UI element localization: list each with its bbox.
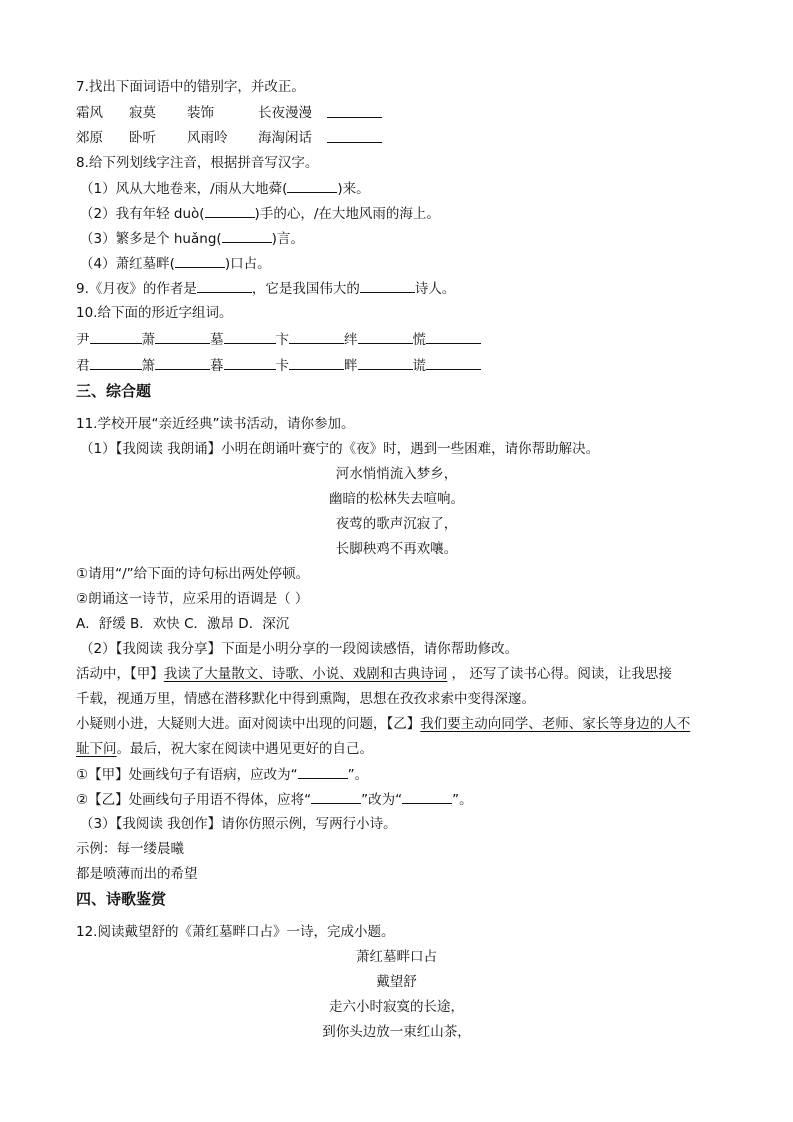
answer-blank[interactable] <box>175 254 225 268</box>
answer-blank[interactable] <box>224 356 276 370</box>
section-heading: 三、综合题 <box>76 382 152 400</box>
q10-char: 绊 <box>344 332 358 348</box>
q8-item-text: （3）繁多是个 huǎng( <box>80 231 222 247</box>
answer-blank[interactable] <box>224 330 276 344</box>
q10-char: 谎 <box>412 358 426 374</box>
q9-text: 诗人。 <box>414 281 456 297</box>
answer-blank[interactable] <box>358 356 413 370</box>
underlined-sentence: 我读了大量散文、诗歌、小说、戏剧和古典诗词 <box>163 666 448 682</box>
q10-char: 萧 <box>141 332 155 348</box>
q11-fix1 <box>76 765 368 784</box>
fix-text: ②【乙】处画线句子用语不得体，应将“ <box>76 792 312 808</box>
fix-text: ”。 <box>347 767 369 783</box>
q8-item-text: )手的心，/在大地风雨的海上。 <box>254 206 440 222</box>
q10-char: 卞 <box>275 332 289 348</box>
answer-blank[interactable] <box>402 790 452 804</box>
answer-blank[interactable] <box>289 356 344 370</box>
q11-options: A．舒缓 B．欢快 C．激昂 D．深沉 <box>76 616 290 632</box>
underlined-sentence: 耻下问 <box>76 741 117 757</box>
passage-text: 。最后，祝大家在阅读中遇见更好的自己。 <box>116 741 373 757</box>
q10-char: 畔 <box>344 358 358 374</box>
poem-author: 戴望舒 <box>376 974 417 990</box>
poem-line: 到你头边放一束红山茶， <box>322 1024 471 1040</box>
q11-title: 11.学校开展“亲近经典”读书活动，请你参加。 <box>76 416 355 432</box>
answer-blank[interactable] <box>426 356 481 370</box>
q8-title: 8.给下列划线字注音，根据拼音写汉字。 <box>76 155 319 171</box>
passage-line <box>76 715 690 733</box>
poem-line: 幽暗的松林失去喧响。 <box>329 491 464 507</box>
q9-text: ，它是我国伟大的 <box>251 281 360 297</box>
q8-item-text: （1）风从大地卷来，/雨从大地蕣( <box>80 181 288 197</box>
answer-blank[interactable] <box>358 330 413 344</box>
q11-fix2 <box>76 790 473 809</box>
q7-word: 装饰 <box>187 105 214 121</box>
q8-item-text: （2）我有年轻 duò( <box>80 206 205 222</box>
q10-char: 墓 <box>210 332 224 348</box>
fix-text: ”改为“ <box>361 792 403 808</box>
example-line: 都是喷薄而出的希望 <box>76 866 198 882</box>
answer-blank[interactable] <box>90 356 142 370</box>
q8-item <box>80 179 370 198</box>
q10-row <box>76 356 481 375</box>
q8-item <box>80 254 271 273</box>
q7-word: 霜风 <box>76 105 103 121</box>
q10-row <box>76 330 481 349</box>
q10-char: 君 <box>76 358 90 374</box>
example-line: 示例：每一缕晨曦 <box>76 841 184 857</box>
q10-char: 尹 <box>76 332 90 348</box>
q8-item-text: )来。 <box>337 181 370 197</box>
answer-blank[interactable] <box>205 204 255 218</box>
q11-sub1: ①请用“/”给下面的诗句标出两处停顿。 <box>76 566 310 582</box>
answer-blank[interactable] <box>298 765 348 779</box>
q12-title: 12.阅读戴望舒的《萧红墓畔口占》一诗，完成小题。 <box>76 924 395 940</box>
answer-blank[interactable] <box>360 279 415 293</box>
underlined-sentence: 我们要主动向同学、老师、家长等身边的人不 <box>420 716 691 732</box>
q8-item <box>80 204 440 223</box>
answer-blank[interactable] <box>222 229 272 243</box>
poem-title: 萧红墓畔口占 <box>356 949 437 965</box>
q11-part2: （2）【我阅读 我分享】下面是小明分享的一段阅读感悟，请你帮助修改。 <box>80 641 519 657</box>
poem-line: 河水悄悄流入梦乡， <box>335 466 458 482</box>
poem-line: 走六小时寂寞的长途， <box>329 999 464 1015</box>
answer-blank[interactable] <box>311 790 361 804</box>
passage-text: ， 还写了读书心得。阅读，让我思接 <box>447 666 672 682</box>
q7-word: 海淘闲话 <box>258 130 312 146</box>
q7-answer-blank[interactable] <box>327 104 382 123</box>
q11-sub2: ②朗诵这一诗节，应采用的语调是（ ） <box>76 591 309 607</box>
q10-char: 箫 <box>141 358 155 374</box>
passage-line <box>76 740 373 758</box>
poem-line: 长脚秧鸡不再欢嚷。 <box>335 541 458 557</box>
q7-word: 卧听 <box>129 130 156 146</box>
q8-item-text: )言。 <box>271 231 304 247</box>
passage-line <box>76 665 672 683</box>
q7-word: 寂莫 <box>129 105 156 121</box>
q7-answer-blank[interactable] <box>327 129 382 148</box>
q8-item <box>80 229 304 248</box>
q8-item-text: （4）萧红墓畔( <box>80 256 175 272</box>
passage-text: 活动中，【甲】 <box>76 666 164 682</box>
q8-item-text: )口占。 <box>224 256 271 272</box>
fix-text: ①【甲】处画线句子有语病，应改为“ <box>76 767 298 783</box>
section-heading: 四、诗歌鉴赏 <box>76 890 167 908</box>
passage-text: 小疑则小进，大疑则大进。面对阅读中出现的问题，【乙】 <box>76 716 421 732</box>
q11-part3: （3）【我阅读 我创作】请你仿照示例，写两行小诗。 <box>80 816 397 832</box>
fix-text: ”。 <box>452 792 473 808</box>
q7-word: 长夜漫漫 <box>258 105 312 121</box>
answer-blank[interactable] <box>426 330 481 344</box>
q9-text: 9.《月夜》的作者是 <box>76 281 197 297</box>
q10-char: 卡 <box>275 358 289 374</box>
answer-blank[interactable] <box>197 279 252 293</box>
q7-title: 7.找出下面词语中的错别字，并改正。 <box>76 79 305 95</box>
answer-blank[interactable] <box>155 330 210 344</box>
answer-blank[interactable] <box>155 356 210 370</box>
q7-word: 郊原 <box>76 130 103 146</box>
q9-line <box>76 279 455 298</box>
poem-line: 夜莺的歌声沉寂了， <box>335 516 458 532</box>
answer-blank[interactable] <box>289 330 344 344</box>
q10-char: 慌 <box>412 332 426 348</box>
passage-line: 千载，视通万里，情感在潜移默化中得到熏陶，思想在孜孜求索中变得深邃。 <box>76 691 535 707</box>
answer-blank[interactable] <box>90 330 142 344</box>
q7-word: 风雨呤 <box>187 130 228 146</box>
q10-title: 10.给下面的形近字组词。 <box>76 305 233 321</box>
answer-blank[interactable] <box>287 179 337 193</box>
q11-part1: （1）【我阅读 我朗诵】小明在朗诵叶赛宁的《夜》时，遇到一些困难，请你帮助解决。 <box>80 441 600 457</box>
q10-char: 暮 <box>210 358 224 374</box>
